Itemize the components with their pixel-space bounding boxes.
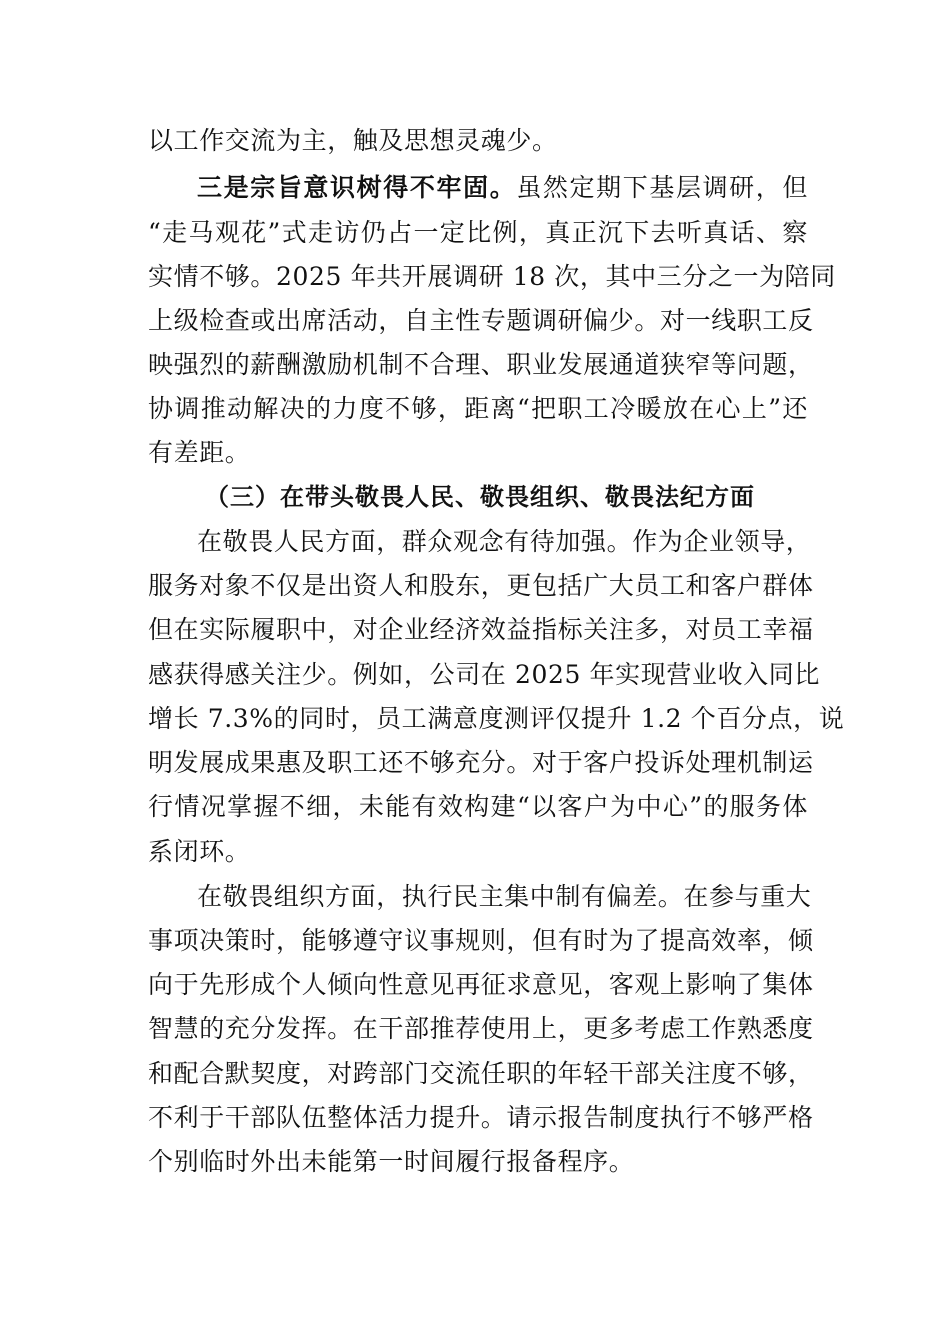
text-line: 事项决策时，能够遵守议事规则，但有时为了提高效率，倾 bbox=[148, 926, 814, 955]
text-line: 感获得感关注少。例如，公司在 2025 年实现营业收入同比 bbox=[148, 660, 820, 689]
section-heading: （三）在带头敬畏人民、敬畏组织、敬畏法纪方面 bbox=[205, 482, 755, 511]
text-line: 有差距。 bbox=[148, 438, 251, 467]
text-line: 不利于干部队伍整体活力提升。请示报告制度执行不够严格 bbox=[148, 1103, 814, 1132]
text-line: 系闭环。 bbox=[148, 837, 251, 866]
text-line: 以工作交流为主，触及思想灵魂少。 bbox=[148, 126, 558, 155]
paragraph-first-line: 在敬畏组织方面，执行民主集中制有偏差。在参与重大 bbox=[197, 882, 812, 911]
lead-continuation: 虽然定期下基层调研，但 bbox=[516, 173, 808, 202]
text-line: 映强烈的薪酬激励机制不合理、职业发展通道狭窄等问题， bbox=[148, 350, 814, 379]
text-line: 行情况掌握不细，未能有效构建“以客户为中心”的服务体 bbox=[148, 792, 808, 821]
paragraph-first-line bbox=[197, 173, 808, 203]
bold-lead-sentence: 三是宗旨意识树得不牢固。 bbox=[197, 173, 517, 202]
text-line: 明发展成果惠及职工还不够充分。对于客户投诉处理机制运 bbox=[148, 748, 814, 777]
text-line: 智慧的充分发挥。在干部推荐使用上，更多考虑工作熟悉度 bbox=[148, 1014, 814, 1043]
text-line: 和配合默契度，对跨部门交流任职的年轻干部关注度不够， bbox=[148, 1059, 814, 1088]
text-line: 但在实际履职中，对企业经济效益指标关注多，对员工幸福 bbox=[148, 615, 814, 644]
text-line: 协调推动解决的力度不够，距离“把职工冷暖放在心上”还 bbox=[148, 394, 808, 423]
text-line: 增长 7.3%的同时，员工满意度测评仅提升 1.2 个百分点，说 bbox=[148, 704, 845, 733]
text-line: 实情不够。2025 年共开展调研 18 次，其中三分之一为陪同 bbox=[148, 262, 836, 291]
text-line: 上级检查或出席活动，自主性专题调研偏少。对一线职工反 bbox=[148, 306, 814, 335]
paragraph-first-line: 在敬畏人民方面，群众观念有待加强。作为企业领导， bbox=[197, 527, 812, 556]
text-line: 个别临时外出未能第一时间履行报备程序。 bbox=[148, 1147, 635, 1176]
text-line: 向于先形成个人倾向性意见再征求意见，客观上影响了集体 bbox=[148, 970, 814, 999]
text-line: “走马观花”式走访仍占一定比例，真正沉下去听真话、察 bbox=[148, 218, 808, 247]
text-line: 服务对象不仅是出资人和股东，更包括广大员工和客户群体 bbox=[148, 571, 814, 600]
